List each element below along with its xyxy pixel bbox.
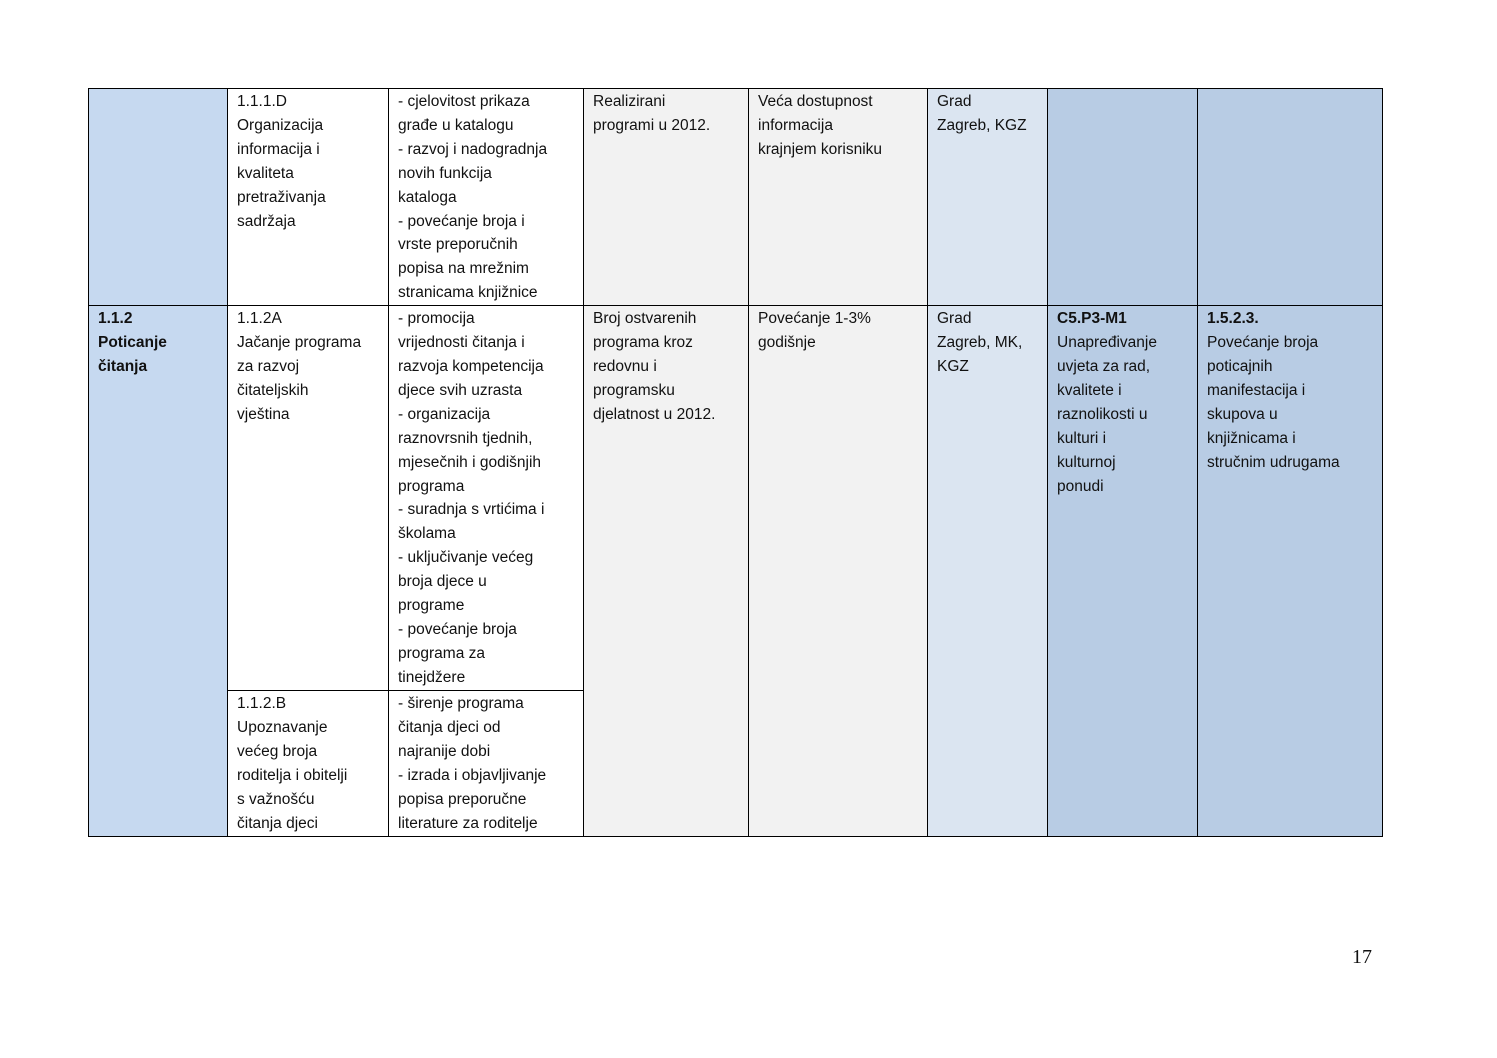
measure-cell-line: čitanja djeci [237, 814, 318, 832]
responsible-cell-line: KGZ [937, 357, 969, 375]
responsible-cell-line: Zagreb, MK, [937, 334, 1023, 352]
activities-cell-line: djece svih uzrasta [398, 381, 523, 399]
responsible-cell-line: Grad [937, 93, 972, 110]
measure-cell-line: pretraživanja [237, 188, 326, 206]
activities-cell-line: - promocija [398, 310, 475, 328]
activities-cell [389, 306, 584, 691]
activities-cell-line: najranije dobi [398, 742, 491, 760]
responsible-cell-line: Zagreb, KGZ [937, 116, 1027, 134]
link-cell [1048, 306, 1198, 836]
reference-cell-line: knjižnicama i [1207, 429, 1296, 447]
activities-cell-line: tinejdžere [398, 668, 466, 686]
activities-cell-line: mjesečnih i godišnjih [398, 453, 542, 471]
target-cell-line: godišnje [758, 334, 816, 352]
indicator-cell-line: programi u 2012. [593, 116, 711, 134]
reference-cell-code: 1.5.2.3. [1207, 310, 1259, 328]
activities-cell [389, 89, 584, 306]
measure-cell-line: Jačanje programa [237, 334, 362, 352]
reference-cell-line: manifestacija i [1207, 381, 1306, 399]
link-cell-line: kulturi i [1057, 429, 1107, 447]
reference-cell [1198, 89, 1383, 306]
link-cell-line: kulturnoj [1057, 453, 1116, 471]
table-row [89, 89, 1383, 306]
goal-cell-line: Poticanje [98, 334, 167, 352]
activities-cell-line: programa [398, 477, 465, 495]
reference-cell-line: skupova u [1207, 405, 1278, 423]
activities-cell-line: - uključivanje većeg [398, 549, 534, 567]
goal-cell-code: 1.1.2 [98, 310, 133, 328]
reference-cell [1198, 306, 1383, 836]
reference-cell-line: Povećanje broja [1207, 334, 1319, 352]
indicator-cell [584, 306, 749, 836]
activities-cell-line: literature za roditelje [398, 814, 538, 832]
activities-cell-line: vrijednosti čitanja i [398, 334, 525, 352]
activities-cell-line: vrste preporučnih [398, 236, 518, 254]
reference-cell-line: poticajnih [1207, 357, 1273, 375]
activities-cell-line: novih funkcija [398, 164, 492, 182]
activities-cell-line: - suradnja s vrtićima i [398, 501, 545, 519]
measure-cell-line: s važnošću [237, 790, 315, 808]
activities-cell-line: - izrada i objavljivanje [398, 766, 547, 784]
link-cell-line: uvjeta za rad, [1057, 357, 1151, 375]
strategy-table [88, 88, 1383, 837]
target-cell-line: informacija [758, 116, 833, 134]
responsible-cell [928, 89, 1048, 306]
link-cell-code: C5.P3-M1 [1057, 310, 1127, 328]
target-cell-line: krajnjem korisniku [758, 140, 883, 158]
activities-cell-line: popisa preporučne [398, 790, 527, 808]
indicator-cell-line: djelatnost u 2012. [593, 405, 716, 423]
measure-cell-line: većeg broja [237, 742, 318, 760]
target-cell-line: Veća dostupnost [758, 93, 873, 110]
activities-cell-line: građe u katalogu [398, 116, 514, 134]
activities-cell-line: čitanja djeci od [398, 719, 501, 737]
measure-cell-line: vještina [237, 405, 290, 423]
measure-cell [228, 306, 389, 691]
activities-cell-line: - širenje programa [398, 695, 524, 713]
responsible-cell-line: Grad [937, 310, 972, 328]
indicator-cell-line: redovnu i [593, 357, 657, 375]
responsible-cell [928, 306, 1048, 836]
measure-cell-line: za razvoj [237, 357, 300, 375]
indicator-cell-line: Broj ostvarenih [593, 310, 697, 328]
goal-cell-line: čitanja [98, 357, 148, 375]
activities-cell-line: - organizacija [398, 405, 491, 423]
activities-cell-line: stranicama knjižnice [398, 284, 538, 302]
link-cell-line: raznolikosti u [1057, 405, 1148, 423]
measure-cell-line: Organizacija [237, 116, 324, 134]
table-row [89, 306, 1383, 691]
activities-cell-line: razvoja kompetencija [398, 357, 544, 375]
activities-cell-line: broja djece u [398, 573, 487, 591]
activities-cell-line: školama [398, 525, 456, 543]
indicator-cell-line: programa kroz [593, 334, 693, 352]
activities-cell-line: popisa na mrežnim [398, 260, 529, 278]
target-cell-line: Povećanje 1-3% [758, 310, 871, 328]
activities-cell-line: programa za [398, 644, 486, 662]
activities-cell-line: - povećanje broja [398, 620, 517, 638]
measure-cell-line: informacija i [237, 140, 320, 158]
activities-cell-line: kataloga [398, 188, 457, 206]
indicator-cell [584, 89, 749, 306]
link-cell-line: Unapređivanje [1057, 334, 1157, 352]
link-cell-line: ponudi [1057, 477, 1104, 495]
measure-cell-line: 1.1.1.D [237, 93, 287, 110]
activities-cell-line: programe [398, 597, 465, 615]
page-number: 17 [1352, 946, 1372, 968]
indicator-cell-line: Realizirani [593, 93, 666, 110]
activities-cell-line: raznovrsnih tjednih, [398, 429, 533, 447]
indicator-cell-line: programsku [593, 381, 675, 399]
goal-cell [89, 306, 228, 836]
measure-cell [228, 691, 389, 836]
link-cell-line: kvalitete i [1057, 381, 1122, 399]
measure-cell-line: sadržaja [237, 212, 296, 230]
target-cell [749, 89, 928, 306]
activities-cell-line: - razvoj i nadogradnja [398, 140, 548, 158]
measure-cell-line: roditelja i obitelji [237, 766, 348, 784]
measure-cell-line: čitateljskih [237, 381, 309, 399]
measure-cell [228, 89, 389, 306]
measure-cell-line: 1.1.2.B [237, 695, 287, 713]
measure-cell-line: 1.1.2A [237, 310, 282, 328]
target-cell [749, 306, 928, 836]
reference-cell-line: stručnim udrugama [1207, 453, 1340, 471]
link-cell [1048, 89, 1198, 306]
measure-cell-line: Upoznavanje [237, 719, 328, 737]
activities-cell-line: - cjelovitost prikaza [398, 93, 530, 110]
goal-cell [89, 89, 228, 306]
activities-cell-line: - povećanje broja i [398, 212, 525, 230]
activities-cell [389, 691, 584, 836]
measure-cell-line: kvaliteta [237, 164, 294, 182]
